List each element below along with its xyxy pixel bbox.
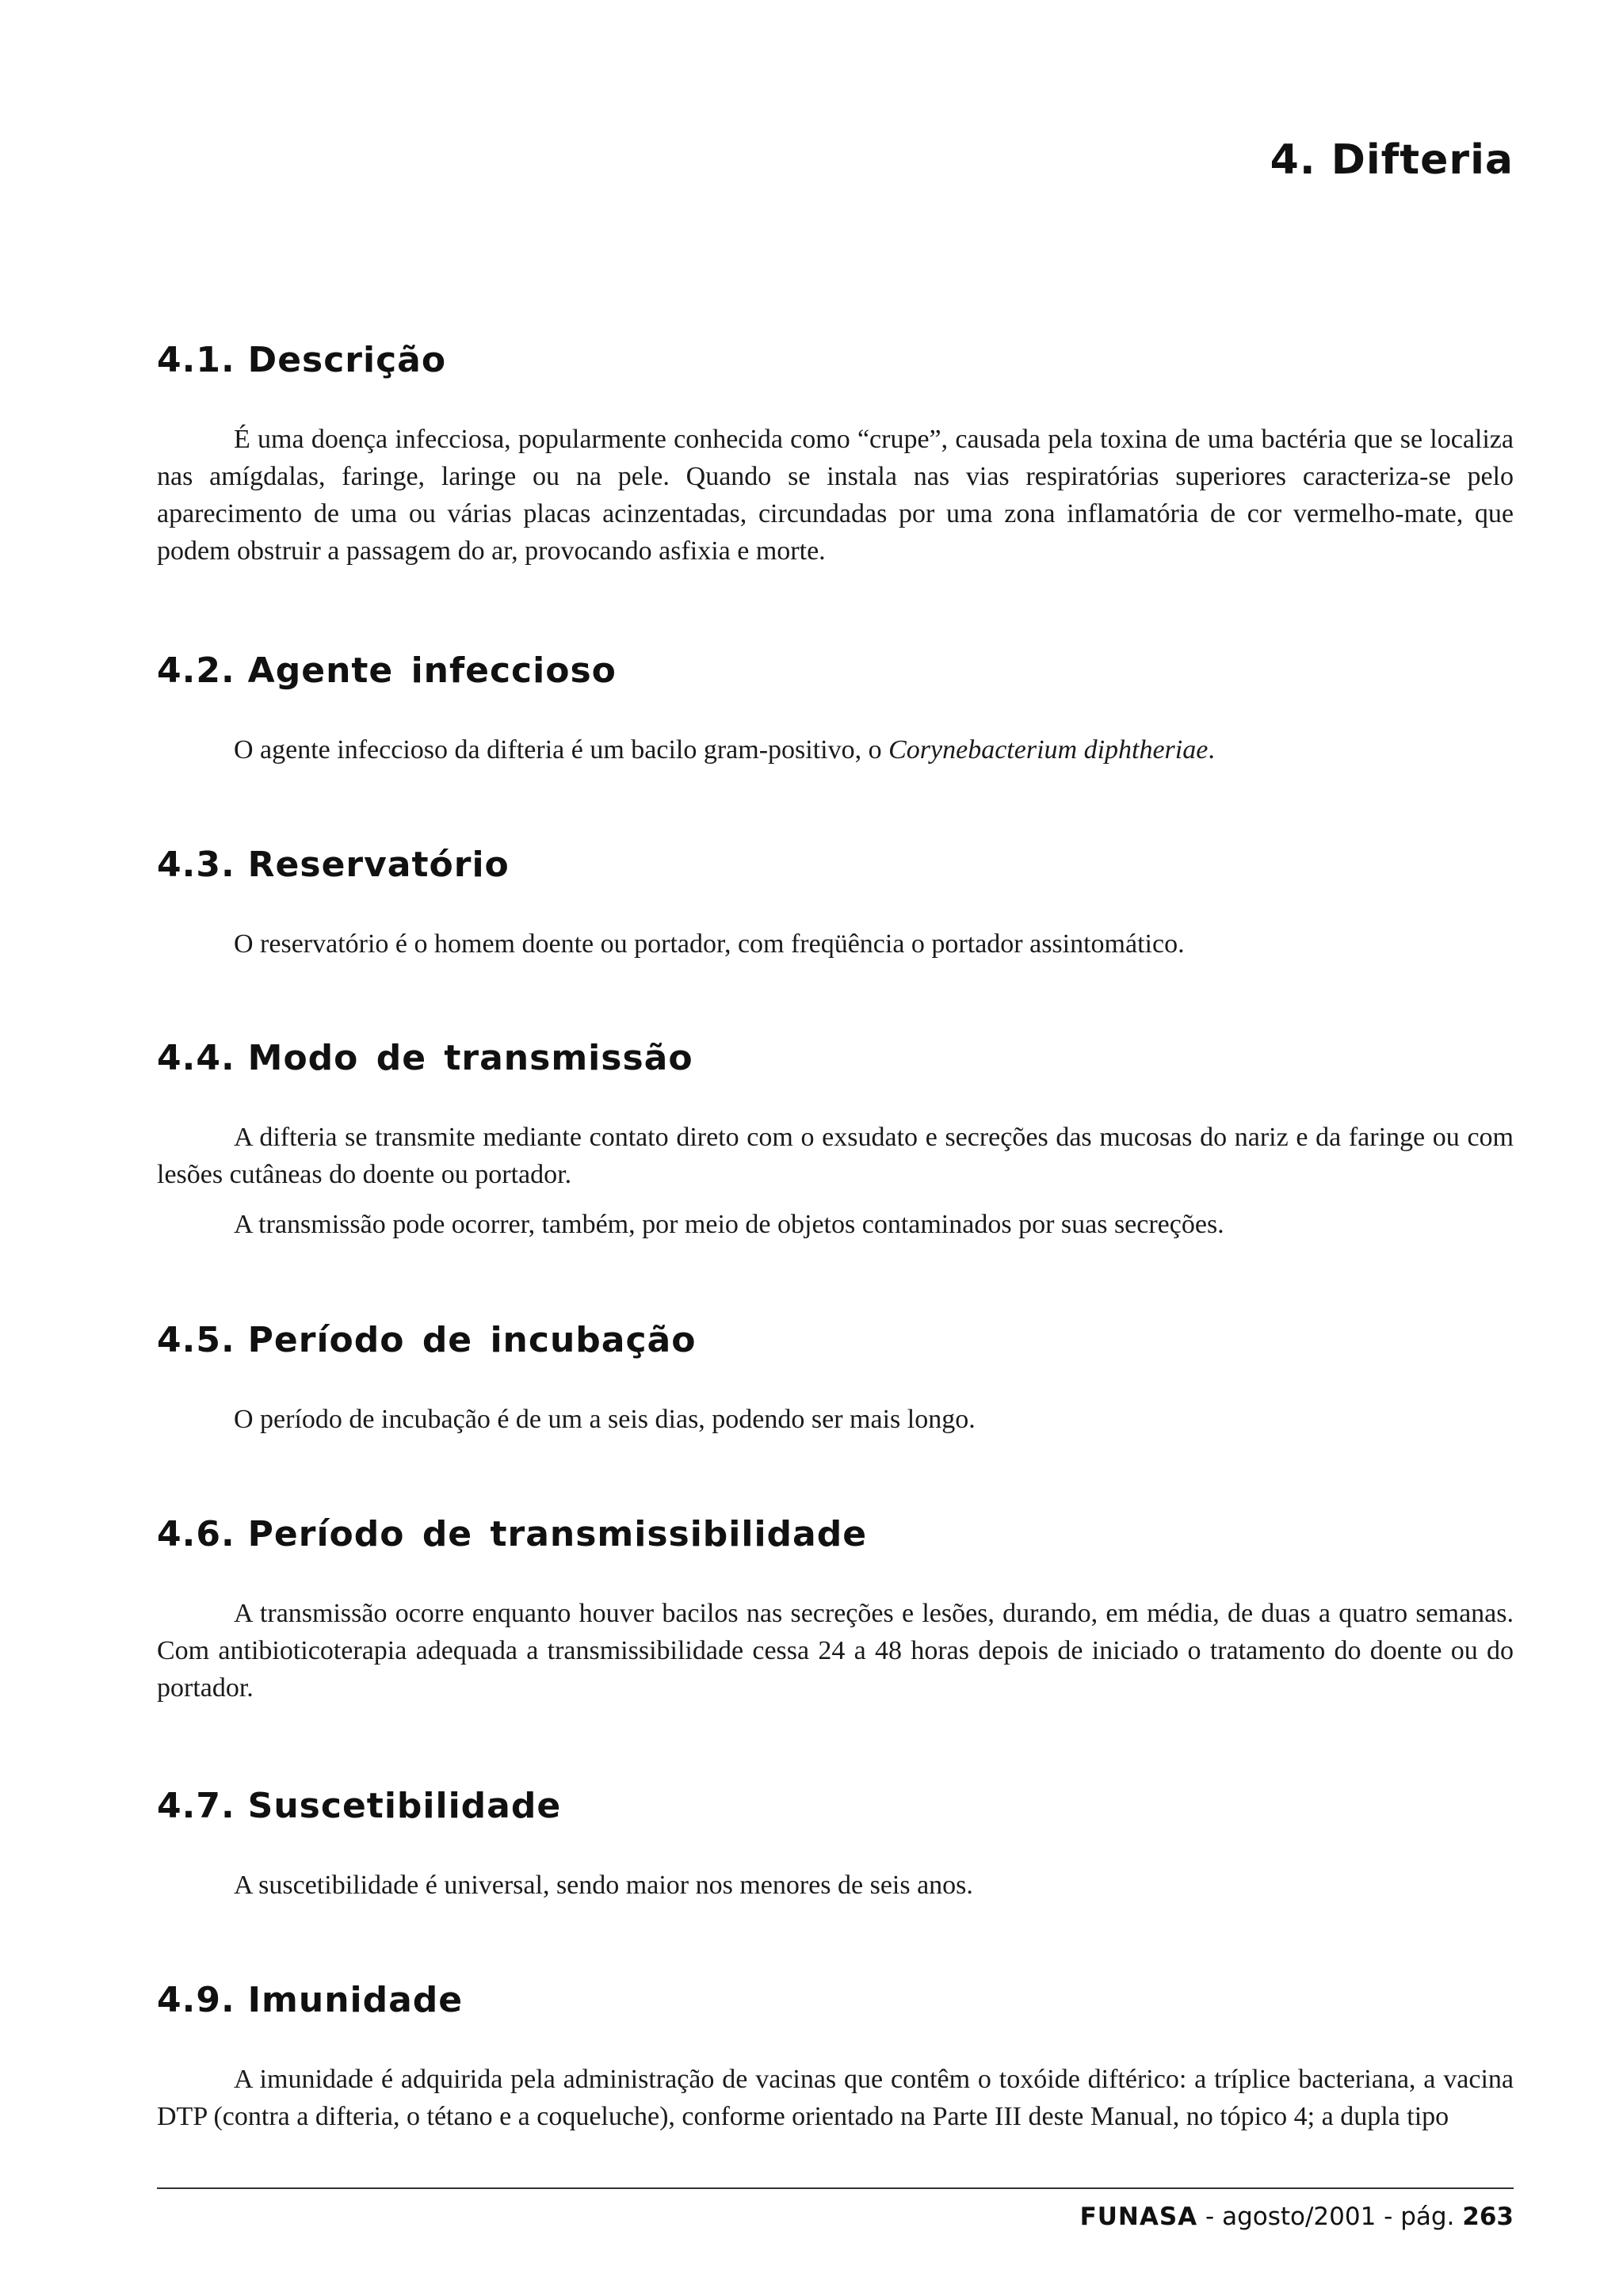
section-title: Reservatório <box>247 845 510 885</box>
footer-brand: FUNASA <box>1079 2203 1198 2231</box>
paragraph: A transmissão ocorre enquanto houver bacilos nas secreções e lesões, durando, em média, de duas a quatro semanas. Com antibioticoterapia adequada a transmissibilidade cessa 24 a 48 horas depois de iniciado o tratamento do doente ou do portador. <box>157 1599 1514 1703</box>
section-body <box>157 731 1514 769</box>
section-heading <box>157 1317 1514 1364</box>
paragraph-text: O agente infeccioso da difteria é um bacilo gram-positivo, o <box>234 735 889 765</box>
document-page <box>157 0 1514 2296</box>
section-body <box>157 2061 1514 2135</box>
section-title: Modo de transmissão <box>247 1038 693 1078</box>
section-modo-de-transmissao <box>157 1035 1514 1243</box>
paragraph: É uma doença infecciosa, popularmente conhecida como “crupe”, causada pela toxina de uma bactéria que se localiza nas amígdalas, faringe, laringe ou na pele. Quando se instala nas vias respiratórias superiores caracteriza-se pelo aparecimento de uma ou várias placas acinzentadas, circundadas por uma zona inflamatória de cor vermelho-mate, que podem obstruir a passagem do ar, provocando asfixia e morte. <box>157 425 1514 566</box>
paragraph: O reservatório é o homem doente ou portador, com freqüência o portador assintomático. <box>234 929 1185 959</box>
section-number: 4.1. <box>157 340 235 380</box>
section-heading <box>157 1977 1514 2024</box>
section-number: 4.2. <box>157 650 235 691</box>
section-number: 4.7. <box>157 1786 235 1826</box>
section-title: Descrição <box>247 340 447 380</box>
section-body <box>157 1867 1514 1904</box>
section-body <box>157 925 1514 963</box>
footer-date: - agosto/2001 - pág. <box>1197 2203 1463 2231</box>
section-number: 4.6. <box>157 1514 235 1554</box>
section-heading <box>157 1035 1514 1082</box>
section-title: Período de transmissibilidade <box>247 1514 868 1554</box>
section-heading <box>157 337 1514 384</box>
paragraph: A imunidade é adquirida pela administração de vacinas que contêm o toxóide diftérico: a tríplice bacteriana, a vacina DTP (contra a difteria, o tétano e a coqueluche), conforme orientado na Parte III deste Manual, no tópico 4; a dupla tipo <box>157 2065 1514 2131</box>
page-footer <box>1080 2203 1514 2231</box>
section-number: 4.5. <box>157 1320 235 1360</box>
section-imunidade <box>157 1977 1514 2135</box>
section-periodo-de-transmissibilidade <box>157 1511 1514 1707</box>
section-body <box>157 1401 1514 1438</box>
section-heading <box>157 647 1514 695</box>
section-body <box>157 421 1514 570</box>
chapter-title: 4. Difteria <box>1270 136 1514 184</box>
section-reservatorio <box>157 841 1514 963</box>
section-periodo-de-incubacao <box>157 1317 1514 1438</box>
footer-divider <box>157 2187 1514 2189</box>
section-title: Período de incubação <box>247 1320 697 1360</box>
section-suscetibilidade <box>157 1783 1514 1904</box>
species-name: Corynebacterium diphtheriae <box>888 735 1209 765</box>
section-body <box>157 1119 1514 1243</box>
section-title: Imunidade <box>247 1980 464 2020</box>
section-body <box>157 1595 1514 1707</box>
page-number: 263 <box>1462 2203 1514 2231</box>
section-number: 4.9. <box>157 1980 235 2020</box>
paragraph: A difteria se transmite mediante contato direto com o exsudato e secreções das mucosas do nariz e da faringe ou com lesões cutâneas do doente ou portador. <box>157 1123 1514 1189</box>
section-heading <box>157 1783 1514 1830</box>
paragraph <box>157 731 1514 769</box>
section-title: Agente infeccioso <box>247 650 617 691</box>
section-title: Suscetibilidade <box>247 1786 562 1826</box>
section-descricao <box>157 337 1514 570</box>
paragraph-text-end: . <box>1208 735 1215 765</box>
section-heading <box>157 841 1514 889</box>
paragraph: A suscetibilidade é universal, sendo maior nos menores de seis anos. <box>234 1871 973 1900</box>
paragraph: A transmissão pode ocorrer, também, por meio de objetos contaminados por suas secreções. <box>234 1210 1224 1239</box>
section-heading <box>157 1511 1514 1558</box>
paragraph: O período de incubação é de um a seis dias, podendo ser mais longo. <box>234 1405 976 1434</box>
section-number: 4.4. <box>157 1038 235 1078</box>
section-number: 4.3. <box>157 845 235 885</box>
section-agente-infeccioso <box>157 647 1514 769</box>
